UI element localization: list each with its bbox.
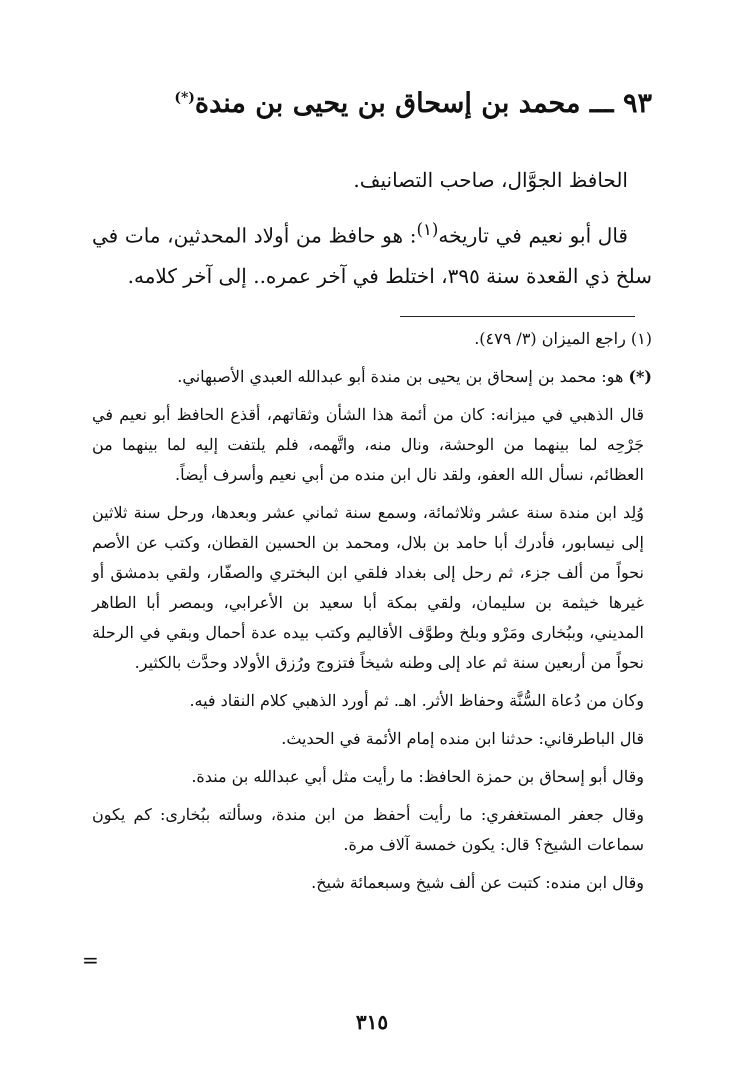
entry-name: محمد بن إسحاق بن يحيى بن مندة	[194, 88, 581, 119]
footnote-star	[92, 362, 652, 392]
quote-start: قال أبو نعيم في تاريخه	[438, 223, 628, 248]
footnote-star-marker: (*)	[628, 367, 652, 386]
page-number: ٣١٥	[355, 1010, 389, 1034]
continuation-mark: =	[82, 948, 99, 972]
footnote-paragraph-1: قال الذهبي في ميزانه: كان من أئمة هذا الشأن وثقاتهم، أقذع الحافظ أبو نعيم في جَرْحِه لما بينهما من الوحشة، ونال منه، واتَّهمه، فلم يلتفت إليه لما بينهما من العظائم، نسأل الله العفو، ولقد نال ابن منده من أبي نعيم وأسرف أيضاً.	[92, 405, 644, 484]
footnote-star-text: هو: محمد بن إسحاق بن يحيى بن مندة أبو عبدالله العبدي الأصبهاني.	[177, 367, 624, 386]
footnote-paragraph-3: وكان من دُعاة السُّنَّة وحفاظ الأثر. اهـ. ثم أورد الذهبي كلام النقاد فيه.	[189, 691, 644, 710]
footnote-separator	[400, 316, 635, 317]
footnote-paragraph-4: قال الباطرقاني: حدثنا ابن منده إمام الأئمة في الحديث.	[281, 729, 644, 748]
entry-heading	[92, 78, 652, 124]
quote-end: : هو حافظ من أولاد المحدثين، مات في سلخ ذي القعدة سنة ٣٩٥، اختلط في آخر عمره.. إلى آخر كلامه.	[92, 223, 652, 288]
entry-note-ref: (*)	[174, 90, 195, 106]
footnotes	[92, 324, 652, 906]
entry-dash: ـــ	[580, 88, 623, 119]
footnote-paragraph-7: وقال ابن منده: كتبت عن ألف شيخ وسبعمائة شيخ.	[311, 873, 644, 892]
quote-footnote-ref: (١)	[416, 220, 439, 239]
entry-number: ٩٣	[622, 88, 652, 119]
quote-paragraph	[92, 210, 652, 296]
footnote-paragraph-5: وقال أبو إسحاق بن حمزة الحافظ: ما رأيت مثل أبي عبدالله بن مندة.	[191, 767, 644, 786]
intro-paragraph: الحافظ الجوَّال، صاحب التصانيف.	[353, 168, 628, 192]
footnote-paragraph-6: وقال جعفر المستغفري: ما رأيت أحفظ من ابن مندة، وسألته ببُخارى: كم يكون سماعات الشيخ؟ قال: يكون خمسة آلاف مرة.	[92, 805, 644, 854]
main-text	[92, 160, 652, 306]
footnote-paragraph-2: وُلِد ابن مندة سنة عشر وثلاثمائة، وسمع سنة ثماني عشر وبعدها، ورحل سنة ثلاثين إلى نيسابور، فأدرك أبا حامد بن بلال، ومحمد بن الحسين القطان، وكتب عن الأصم نحواً من ألف جزء، ثم رحل إلى بغداد فلقي ابن البختري والصفّار، ولقي بدمشق أو غيرها خيثمة بن سليمان، ولقي بمكة أبا سعيد بن الأعرابي، وبمصر أبا الطاهر المديني، وببُخارى ومَرْو وبلخ وطوَّف الأقاليم وكتب بيده عدة أحمال وبقي في الرحلة نحواً من أربعين سنة ثم عاد إلى وطنه شيخاً فتزوج ورُزق الأولاد وحدَّث بالكثير.	[92, 503, 644, 672]
footnote-1: (١) راجع الميزان (٣/ ٤٧٩).	[474, 329, 652, 348]
